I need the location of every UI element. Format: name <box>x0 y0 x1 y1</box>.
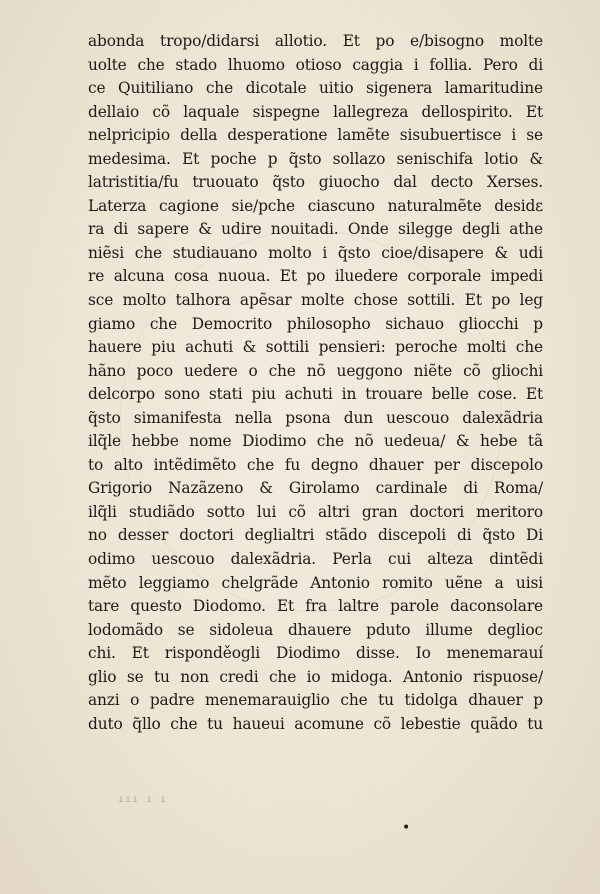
text-line: odimo uescouo dalexãdria. Perla cui alteza dintẽdi <box>88 550 543 569</box>
text-line: ilq̃li studiãdo sotto lui cõ altri gran doctori meritoro <box>88 502 543 521</box>
text-line: nelpricipio della desperatione lamẽte sisubuertisce i se <box>88 126 543 145</box>
text-line: lodomãdo se sidoleua dhauere pduto illume deglioc <box>88 620 543 639</box>
text-line: q̃sto simanifesta nella psona dun uescouo dalexãdria <box>88 408 543 427</box>
text-line: dellaio cõ laquale sispegne lallegreza dellospirito. Et <box>88 102 543 121</box>
text-line: Grigorio Nazãzeno & Girolamo cardinale di Roma/ <box>88 479 543 498</box>
text-line: hãno poco uedere o che nõ ueggono niẽte cõ gliochi <box>88 361 543 380</box>
text-line: delcorpo sono stati piu achuti in trouare belle cose. Et <box>88 385 543 404</box>
text-line: chi. Et risponděogli Diodimo disse. Io menemarauí <box>88 644 543 663</box>
text-line: medesima. Et poche p q̃sto sollazo senischifa lotio & <box>88 149 543 168</box>
text-line: latristitia/fu truouato q̃sto giuocho dal decto Xerses. <box>88 173 543 192</box>
text-line: to alto intẽdimẽto che fu degno dhauer per discepolo <box>88 455 543 474</box>
text-line: ce Quitiliano che dicotale uitio sigenera lamaritudine <box>88 79 543 98</box>
text-line: mẽto leggiamo chelgrãde Antonio romito uẽne a uisi <box>88 573 543 592</box>
faded-stamp: ııı ı ı <box>118 794 168 805</box>
text-line: ilq̃le hebbe nome Diodimo che nõ uedeua/ & hebe tã <box>88 432 543 451</box>
text-line: Laterza cagione sie/pche ciascuno naturalmẽte desidε <box>88 196 543 215</box>
text-line: sce molto talhora apẽsar molte chose sottili. Et po leg <box>88 291 543 310</box>
text-line: hauere piu achuti & sottili pensieri: peroche molti che <box>88 338 543 357</box>
text-line: duto q̃llo che tu haueui acomune cõ lebestie quãdo tu <box>88 714 543 733</box>
text-line: abonda tropo/didarsi allotio. Et po e/bisogno molte <box>88 32 543 50</box>
text-line: glio se tu non credi che io midoga. Antonio rispuose/ <box>88 667 543 686</box>
ornament-dot: • <box>402 820 411 836</box>
text-line: tare questo Diodomo. Et fra laltre parole daconsolare <box>88 597 543 616</box>
text-line: anzi o padre menemarauiglio che tu tidolga dhauer p <box>88 691 543 710</box>
text-line: no desser doctori deglialtri stãdo discepoli di q̃sto Di <box>88 526 543 545</box>
text-line: giamo che Democrito philosopho sichauo gliocchi p <box>88 314 543 333</box>
page-text-block <box>88 30 543 736</box>
text-line: uolte che stado lhuomo otioso caggia i follia. Pero di <box>88 55 543 74</box>
text-line: ra di sapere & udire nouitadi. Onde silegge degli athe <box>88 220 543 239</box>
text-line: niẽsi che studiauano molto i q̃sto cioe/disapere & udi <box>88 243 543 262</box>
text-line: re alcuna cosa nuoua. Et po iluedere corporale impedi <box>88 267 543 286</box>
